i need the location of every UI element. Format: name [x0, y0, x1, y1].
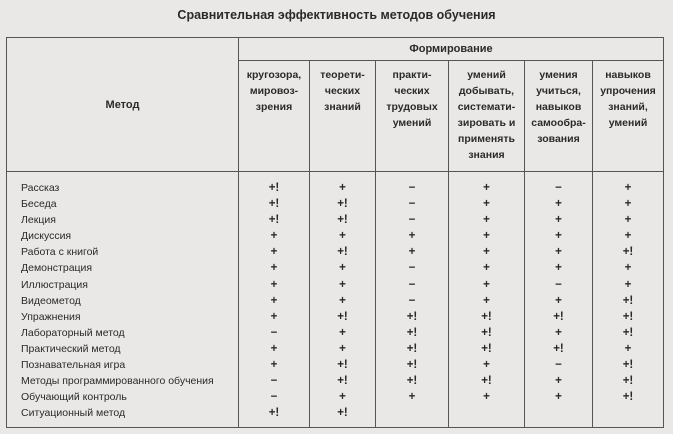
- column-header-outlook: кругозора, мировоз- зрения: [239, 61, 310, 172]
- method-name: Иллюстрация: [21, 278, 88, 291]
- effectiveness-mark: +: [483, 246, 490, 259]
- marks-column-practical: [376, 172, 449, 428]
- effectiveness-mark: +: [483, 230, 490, 243]
- effectiveness-mark: −: [408, 294, 416, 307]
- effectiveness-mark: +: [483, 182, 490, 194]
- methods-table: [6, 37, 664, 428]
- effectiveness-mark: +: [624, 182, 632, 194]
- effectiveness-mark: +: [555, 230, 562, 243]
- method-name: Работа с книгой: [21, 246, 99, 259]
- effectiveness-mark: +!: [337, 375, 348, 388]
- effectiveness-mark: +!: [553, 310, 564, 323]
- effectiveness-mark: +: [555, 294, 562, 307]
- effectiveness-mark: −: [408, 278, 416, 291]
- effectiveness-mark: +: [555, 326, 562, 339]
- effectiveness-mark: +: [483, 294, 490, 307]
- marks-column-outlook: [239, 172, 310, 428]
- effectiveness-mark: +: [483, 278, 490, 291]
- effectiveness-mark: +: [408, 246, 416, 259]
- effectiveness-mark: +!: [622, 246, 634, 259]
- effectiveness-mark: +: [483, 214, 490, 227]
- method-name: Ситуационный метод: [21, 407, 126, 420]
- marks-column-self-education: [525, 172, 593, 428]
- effectiveness-mark: [525, 405, 592, 421]
- effectiveness-mark: −: [270, 375, 278, 388]
- method-name: Методы программированного обучения: [21, 375, 214, 388]
- effectiveness-mark: [593, 405, 663, 421]
- effectiveness-mark: −: [408, 182, 416, 194]
- method-name: Лекция: [21, 214, 56, 227]
- effectiveness-mark: +!: [622, 326, 634, 339]
- effectiveness-mark: +: [270, 310, 278, 323]
- effectiveness-mark: +: [270, 262, 278, 275]
- method-names-column: [7, 172, 239, 428]
- effectiveness-mark: +: [339, 391, 346, 404]
- effectiveness-mark: +: [624, 214, 632, 227]
- effectiveness-mark: +!: [337, 359, 348, 372]
- effectiveness-mark: +: [339, 182, 346, 194]
- effectiveness-mark: +!: [406, 310, 418, 323]
- effectiveness-mark: +!: [406, 375, 418, 388]
- effectiveness-mark: +: [483, 359, 490, 372]
- effectiveness-mark: [449, 405, 524, 421]
- effectiveness-mark: +!: [622, 310, 634, 323]
- effectiveness-mark: +!: [268, 214, 280, 227]
- effectiveness-mark: +: [408, 230, 416, 243]
- effectiveness-mark: +: [624, 262, 632, 275]
- effectiveness-mark: +: [555, 262, 562, 275]
- effectiveness-mark: +: [483, 391, 490, 404]
- effectiveness-mark: +!: [622, 375, 634, 388]
- effectiveness-mark: +!: [622, 359, 634, 372]
- effectiveness-mark: +!: [481, 326, 492, 339]
- effectiveness-mark: +: [483, 262, 490, 275]
- marks-column-consolidation: [593, 172, 664, 428]
- effectiveness-mark: +!: [481, 375, 492, 388]
- method-name: Познавательная игра: [21, 359, 126, 372]
- effectiveness-mark: +: [339, 326, 346, 339]
- method-name: Беседа: [21, 198, 57, 211]
- effectiveness-mark: +: [270, 342, 278, 355]
- effectiveness-mark: +!: [406, 359, 418, 372]
- effectiveness-mark: +: [270, 230, 278, 243]
- effectiveness-mark: +: [339, 342, 346, 355]
- formation-group-header: Формирование: [239, 38, 664, 61]
- effectiveness-mark: +!: [406, 326, 418, 339]
- effectiveness-mark: +: [555, 214, 562, 227]
- method-name: Упражнения: [21, 310, 81, 323]
- effectiveness-mark: +: [270, 294, 278, 307]
- effectiveness-mark: +: [270, 278, 278, 291]
- effectiveness-mark: +!: [268, 198, 280, 211]
- effectiveness-mark: +: [270, 359, 278, 372]
- effectiveness-mark: +!: [337, 246, 348, 259]
- method-name: Лабораторный метод: [21, 326, 125, 339]
- effectiveness-mark: +: [339, 278, 346, 291]
- effectiveness-mark: +!: [622, 294, 634, 307]
- effectiveness-mark: +: [624, 342, 632, 355]
- column-header-theory: теорети- ческих знаний: [310, 61, 376, 172]
- effectiveness-mark: +: [555, 391, 562, 404]
- effectiveness-mark: +!: [337, 214, 348, 227]
- effectiveness-mark: −: [408, 198, 416, 211]
- method-column-header: Метод: [7, 38, 239, 172]
- effectiveness-mark: +: [555, 375, 562, 388]
- effectiveness-mark: +: [624, 230, 632, 243]
- effectiveness-mark: −: [270, 391, 278, 404]
- effectiveness-mark: +!: [481, 342, 492, 355]
- effectiveness-mark: +: [339, 230, 346, 243]
- column-header-self-education: умения учиться, навыков самообра- зования: [525, 61, 593, 172]
- column-header-practical: практи- ческих трудовых умений: [376, 61, 449, 172]
- effectiveness-mark: +: [624, 198, 632, 211]
- effectiveness-mark: +!: [268, 182, 280, 194]
- effectiveness-mark: −: [555, 359, 562, 372]
- marks-column-knowledge-skills: [449, 172, 525, 428]
- effectiveness-mark: −: [555, 182, 562, 194]
- effectiveness-mark: +!: [337, 198, 348, 211]
- effectiveness-mark: +: [555, 246, 562, 259]
- method-name: Практический метод: [21, 342, 121, 355]
- effectiveness-mark: +: [483, 198, 490, 211]
- effectiveness-mark: +!: [481, 310, 492, 323]
- method-name: Демонстрация: [21, 262, 93, 275]
- effectiveness-mark: +: [408, 391, 416, 404]
- effectiveness-mark: +!: [406, 342, 418, 355]
- column-header-consolidation: навыков упрочения знаний, умений: [593, 61, 664, 172]
- method-name: Обучающий контроль: [21, 391, 127, 404]
- effectiveness-mark: −: [408, 262, 416, 275]
- effectiveness-mark: +: [555, 198, 562, 211]
- effectiveness-mark: −: [270, 326, 278, 339]
- effectiveness-mark: −: [408, 214, 416, 227]
- marks-column-theory: [310, 172, 376, 428]
- method-name: Дискуссия: [21, 230, 72, 243]
- effectiveness-mark: +!: [553, 342, 564, 355]
- effectiveness-mark: +!: [337, 310, 348, 323]
- column-header-knowledge-skills: умений добывать, системати- зировать и применять знания: [449, 61, 525, 172]
- method-name: Рассказ: [21, 182, 60, 194]
- effectiveness-mark: +: [624, 278, 632, 291]
- effectiveness-mark: +: [270, 246, 278, 259]
- effectiveness-mark: +!: [337, 407, 348, 420]
- effectiveness-mark: +: [339, 262, 346, 275]
- page-title: Сравнительная эффективность методов обучения: [177, 8, 496, 22]
- method-name: Видеометод: [21, 294, 81, 307]
- effectiveness-mark: +!: [268, 407, 280, 420]
- effectiveness-mark: [376, 405, 448, 421]
- effectiveness-mark: +!: [622, 391, 634, 404]
- effectiveness-mark: −: [555, 278, 562, 291]
- effectiveness-mark: +: [339, 294, 346, 307]
